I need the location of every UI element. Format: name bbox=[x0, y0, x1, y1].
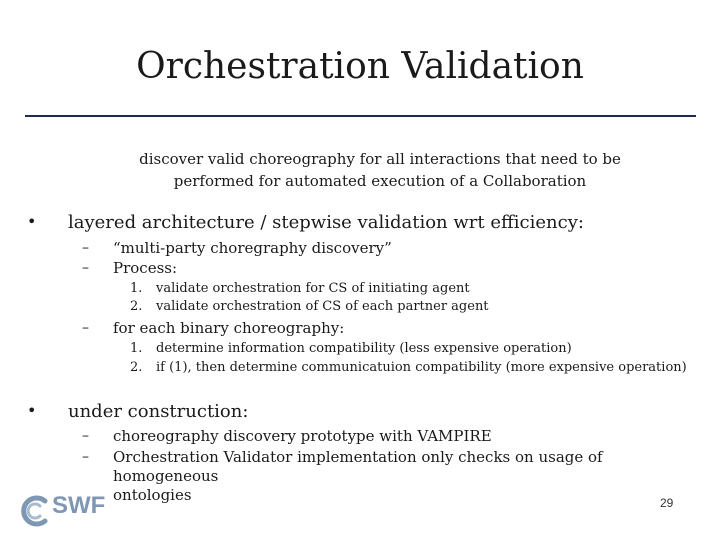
section-1-item-2-sub-1: validate orchestration for CS of initiating agent bbox=[156, 281, 470, 296]
swf-logo-icon bbox=[18, 492, 52, 530]
dash-icon: – bbox=[82, 428, 89, 444]
subtitle-line-1: discover valid choreography for all interactions that need to be bbox=[139, 150, 621, 168]
slide-title: Orchestration Validation bbox=[136, 46, 584, 87]
section-1-item-2: Process: bbox=[113, 259, 178, 277]
dash-icon: – bbox=[82, 320, 89, 336]
list-number: 2. bbox=[130, 360, 143, 375]
logo-text: SWF bbox=[52, 492, 106, 519]
section-2-heading: under construction: bbox=[68, 401, 249, 422]
title-divider bbox=[25, 115, 696, 117]
section-1-item-3-sub-1: determine information compatibility (less expensive operation) bbox=[156, 341, 572, 356]
section-1-heading: layered architecture / stepwise validation wrt efficiency: bbox=[68, 212, 584, 233]
swf-logo bbox=[18, 492, 106, 530]
section-1-item-2-sub-2: validate orchestration of CS of each partner agent bbox=[156, 299, 489, 314]
list-number: 1. bbox=[130, 341, 143, 356]
page-number: 29 bbox=[660, 496, 674, 510]
subtitle-line-2: performed for automated execution of a Collaboration bbox=[173, 172, 587, 190]
section-2-item-1: choreography discovery prototype with VAMPIRE bbox=[113, 427, 492, 445]
section-1-item-3: for each binary choreography: bbox=[113, 319, 345, 337]
section-1-item-3-sub-2: if (1), then determine communicatuion compatibility (more expensive operation) bbox=[156, 360, 687, 375]
dash-icon: – bbox=[82, 260, 89, 276]
section-2-item-2-line-2: ontologies bbox=[113, 486, 192, 504]
dash-icon: – bbox=[82, 240, 89, 256]
slide-subtitle bbox=[130, 148, 630, 192]
bullet-icon: • bbox=[27, 401, 37, 420]
list-number: 2. bbox=[130, 299, 143, 314]
dash-icon: – bbox=[82, 449, 89, 465]
list-number: 1. bbox=[130, 281, 143, 296]
section-1-item-1: “multi-party choregraphy discovery” bbox=[113, 239, 392, 257]
section-2-item-2 bbox=[113, 448, 683, 505]
section-2-item-2-line-1: Orchestration Validator implementation only checks on usage of homogeneous bbox=[113, 448, 603, 485]
bullet-icon: • bbox=[27, 212, 37, 231]
